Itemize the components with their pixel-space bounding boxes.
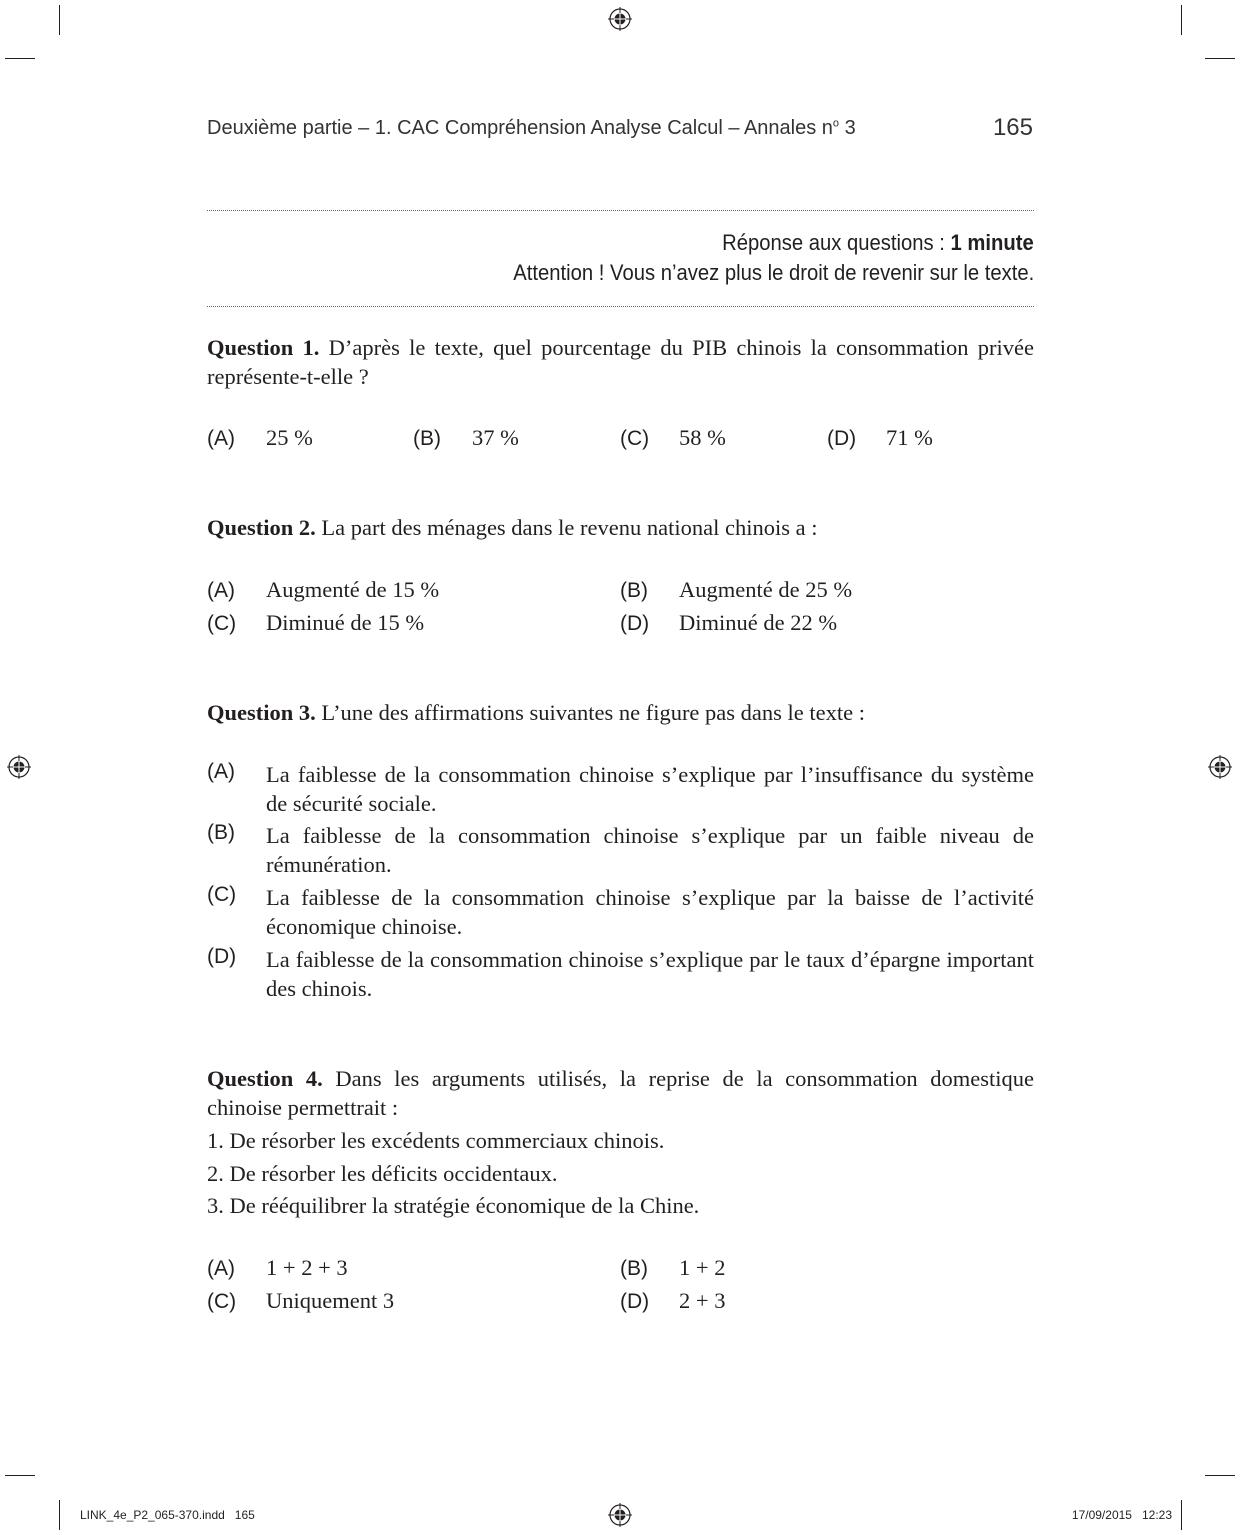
crop-mark-top-left-h: [5, 58, 35, 59]
registration-mark-icon: [1208, 755, 1232, 779]
q2-option-b[interactable]: (B) Augmenté de 25 %: [620, 577, 853, 602]
q4-statement-2: 2. De résorber les déficits occidentaux.: [207, 1161, 558, 1186]
crop-mark-bottom-right-h: [1205, 1475, 1235, 1476]
question-2: Question 2. La part des ménages dans le revenu national chinois a :: [207, 515, 818, 540]
q2-option-a[interactable]: (A) Augmenté de 15 %: [207, 577, 440, 602]
q2-option-c[interactable]: (C) Diminué de 15 %: [207, 610, 425, 635]
q4-statement-1: 1. De résorber les excédents commerciaux chinois.: [207, 1128, 665, 1153]
crop-mark-bottom-right: [1181, 1500, 1182, 1530]
q4-option-a[interactable]: (A) 1 + 2 + 3: [207, 1255, 348, 1280]
attention-instruction: Attention ! Vous n’avez plus le droit de revenir sur le texte.: [513, 260, 1034, 285]
divider-bottom: [207, 306, 1034, 307]
time-instruction: Réponse aux questions : 1 minute: [722, 230, 1034, 255]
q4-option-b[interactable]: (B) 1 + 2: [620, 1255, 726, 1280]
q3-option-a[interactable]: (A) La faiblesse de la consommation chinoise s’explique par l’insuffisance du système de sécurité sociale.: [207, 760, 1034, 816]
q3-option-b[interactable]: (B) La faiblesse de la consommation chinoise s’explique par un faible niveau de rémunération.: [207, 821, 1034, 877]
registration-mark-icon: [608, 7, 632, 31]
running-header: Deuxième partie – 1. CAC Compréhension Analyse Calcul – Annales $n^o$ 3: [207, 117, 856, 139]
q1-option-d[interactable]: (D) 71 %: [827, 425, 933, 450]
q4-statement-3: 3. De rééquilibrer la stratégie économique de la Chine.: [207, 1193, 700, 1218]
q1-option-b[interactable]: (B) 37 %: [413, 425, 519, 450]
q3-option-d[interactable]: (D) La faiblesse de la consommation chinoise s’explique par le taux d’épargne important des chinois.: [207, 945, 1034, 1001]
divider-top: [207, 210, 1034, 211]
question-3: Question 3. L’une des affirmations suivantes ne figure pas dans le texte :: [207, 700, 865, 725]
question-4: Question 4. Dans les arguments utilisés, la reprise de la consommation domestique chinoise permettrait :: [207, 1066, 1035, 1120]
page-number: 165: [992, 114, 1033, 141]
crop-mark-top-left: [59, 5, 60, 35]
q3-option-c[interactable]: (C) La faiblesse de la consommation chinoise s’explique par la baisse de l’activité économique chinoise.: [207, 883, 1034, 939]
question-1: Question 1. D’après le texte, quel pourcentage du PIB chinois la consommation privée représente-t-elle ?: [207, 335, 1034, 389]
crop-mark-top-right: [1181, 5, 1182, 35]
q4-option-d[interactable]: (D) 2 + 3: [620, 1288, 726, 1313]
registration-mark-icon: [7, 755, 31, 779]
file-slug: LINK_4e_P2_065-370.indd 165: [80, 1508, 255, 1522]
crop-mark-bottom-left: [59, 1500, 60, 1530]
crop-mark-bottom-left-h: [5, 1475, 35, 1476]
q1-option-a[interactable]: (A) 25 %: [207, 425, 313, 450]
q1-option-c[interactable]: (C) 58 %: [620, 425, 726, 450]
q4-option-c[interactable]: (C) Uniquement 3: [207, 1288, 395, 1313]
crop-mark-top-right-h: [1205, 58, 1235, 59]
date-slug: 17/09/2015 12:23: [1071, 1508, 1172, 1522]
registration-mark-icon: [608, 1503, 632, 1527]
q2-option-d[interactable]: (D) Diminué de 22 %: [620, 610, 838, 635]
